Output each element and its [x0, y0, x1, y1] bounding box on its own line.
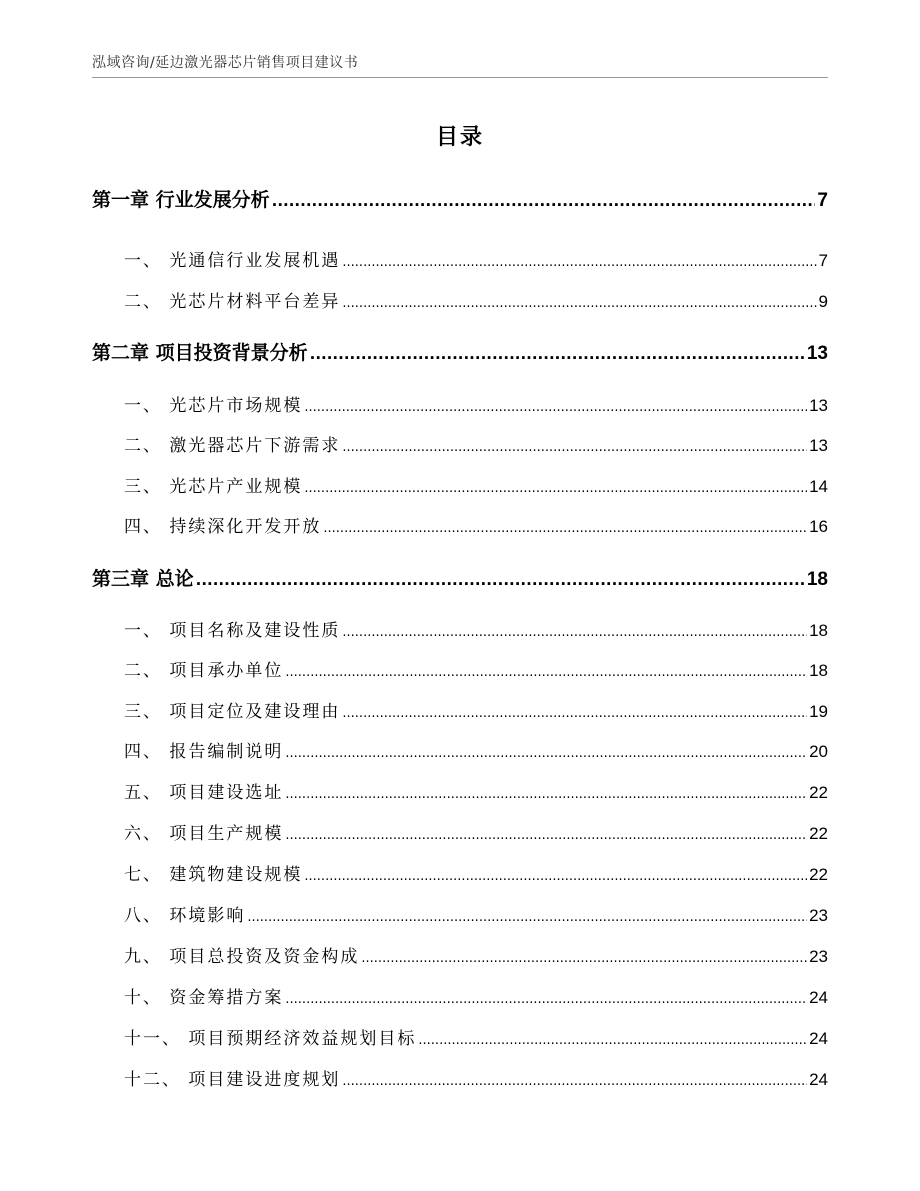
toc-section-entry[interactable] — [92, 656, 828, 681]
toc-section-entry[interactable] — [92, 431, 828, 456]
toc-page-number: 14 — [809, 477, 828, 496]
toc-section-entry[interactable] — [92, 391, 828, 416]
toc-entry-title: 三、 项目定位及建设理由 — [124, 702, 341, 722]
dot-leader — [342, 255, 816, 270]
toc-page-number: 16 — [809, 517, 828, 536]
toc-entry-title: 十一、 项目预期经济效益规划目标 — [124, 1029, 417, 1049]
toc-page-number: 18 — [806, 569, 828, 590]
toc-page-number: 24 — [809, 1070, 828, 1089]
toc-page-number: 23 — [809, 947, 828, 966]
dot-leader — [342, 296, 816, 311]
toc-entry-title: 六、 项目生产规模 — [124, 824, 284, 844]
running-header: 泓域咨询/延边激光器芯片销售项目建议书 — [92, 55, 359, 71]
dot-leader — [418, 1033, 807, 1048]
toc-section-entry[interactable] — [92, 1065, 828, 1090]
toc-section-entry[interactable] — [92, 1024, 828, 1049]
toc-entry-title: 五、 项目建设选址 — [124, 783, 284, 803]
toc-page-number: 18 — [809, 661, 828, 680]
toc-section-entry[interactable] — [92, 901, 828, 926]
toc-chapter-entry[interactable] — [92, 185, 828, 212]
dot-leader — [272, 192, 816, 210]
toc-page-number: 13 — [809, 396, 828, 415]
dot-leader — [342, 706, 807, 721]
dot-leader — [285, 828, 807, 843]
toc-entry-title: 四、 持续深化开发开放 — [124, 517, 322, 537]
toc-page-number: 24 — [809, 1029, 828, 1048]
toc-entry-title: 一、 项目名称及建设性质 — [124, 621, 341, 641]
dot-leader — [342, 1074, 807, 1089]
toc-entry-title: 一、 光芯片市场规模 — [124, 396, 303, 416]
toc-entry-title: 第二章 项目投资背景分析 — [92, 342, 308, 364]
dot-leader — [304, 400, 807, 415]
dot-leader — [285, 665, 807, 680]
header-divider — [92, 77, 828, 78]
toc-entry-title: 二、 激光器芯片下游需求 — [124, 436, 341, 456]
toc-section-entry[interactable] — [92, 246, 828, 271]
dot-leader — [323, 521, 807, 536]
toc-section-entry[interactable] — [92, 860, 828, 885]
dot-leader — [342, 625, 807, 640]
toc-page-number: 13 — [806, 343, 828, 364]
toc-chapter-entry[interactable] — [92, 338, 828, 365]
toc-page-number: 13 — [809, 436, 828, 455]
toc-page-number: 18 — [809, 621, 828, 640]
toc-section-entry[interactable] — [92, 737, 828, 762]
toc-section-entry[interactable] — [92, 287, 828, 312]
dot-leader — [310, 345, 805, 363]
toc-entry-title: 八、 环境影响 — [124, 906, 246, 926]
toc-page-number: 23 — [809, 906, 828, 925]
toc-page-number: 22 — [809, 865, 828, 884]
dot-leader — [304, 869, 807, 884]
toc-entry-title: 第一章 行业发展分析 — [92, 189, 270, 211]
dot-leader — [361, 951, 807, 966]
dot-leader — [285, 787, 807, 802]
toc-entry-title: 二、 光芯片材料平台差异 — [124, 292, 341, 312]
toc-page-number: 22 — [809, 824, 828, 843]
toc-entry-title: 一、 光通信行业发展机遇 — [124, 251, 341, 271]
toc-section-entry[interactable] — [92, 616, 828, 641]
toc-entry-title: 二、 项目承办单位 — [124, 661, 284, 681]
toc-entry-title: 三、 光芯片产业规模 — [124, 477, 303, 497]
toc-section-entry[interactable] — [92, 819, 828, 844]
toc-page-number: 24 — [809, 988, 828, 1007]
dot-leader — [304, 481, 807, 496]
toc-section-entry[interactable] — [92, 512, 828, 537]
toc-section-entry[interactable] — [92, 472, 828, 497]
toc-page-number: 7 — [817, 190, 828, 211]
toc-title: 目录 — [435, 125, 484, 150]
toc-page-number: 20 — [809, 742, 828, 761]
toc-entry-title: 九、 项目总投资及资金构成 — [124, 947, 360, 967]
toc-page-number: 22 — [809, 783, 828, 802]
dot-leader — [342, 440, 807, 455]
toc-section-entry[interactable] — [92, 697, 828, 722]
dot-leader — [285, 992, 807, 1007]
toc-section-entry[interactable] — [92, 778, 828, 803]
toc-entry-title: 七、 建筑物建设规模 — [124, 865, 303, 885]
dot-leader — [247, 910, 807, 925]
toc-page-number: 9 — [818, 292, 828, 311]
toc-section-entry[interactable] — [92, 942, 828, 967]
toc-entry-title: 第三章 总论 — [92, 568, 194, 590]
toc-section-entry[interactable] — [92, 983, 828, 1008]
toc-chapter-entry[interactable] — [92, 564, 828, 591]
dot-leader — [196, 571, 805, 589]
toc-entry-title: 十二、 项目建设进度规划 — [124, 1070, 341, 1090]
toc-entry-title: 四、 报告编制说明 — [124, 742, 284, 762]
toc-page-number: 7 — [818, 251, 828, 270]
toc-entry-title: 十、 资金筹措方案 — [124, 988, 284, 1008]
dot-leader — [285, 746, 807, 761]
toc-page-number: 19 — [809, 702, 828, 721]
